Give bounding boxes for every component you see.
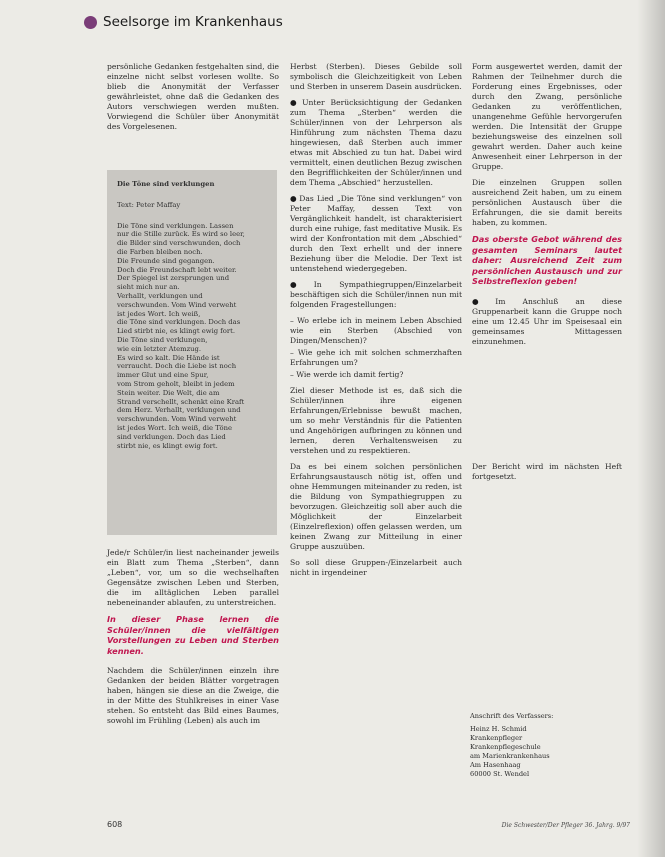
column-2 <box>290 62 462 584</box>
highlight-text: Das oberste Gebot während des gesamten Seminars lautet daher: Ausreichend Zeit zum persönlichen Austausch und zur Selbstreflexion geben! <box>472 234 622 286</box>
paragraph: Jede/r Schüler/in liest nacheinander jeweils ein Blatt zum Thema „Sterben“, dann „Leben“, vor, um so die wechselhaften Gegensätze zwischen Leben und Sterben, die im alltäglichen Leben parallel nebeneinander ablaufen, zu unterstreichen. <box>107 548 279 607</box>
lyrics-line: wie ein letzter Atemzug. <box>117 344 202 353</box>
lyrics-line: Lied stirbt nie, es klingt ewig fort. <box>117 327 236 336</box>
lyrics-line: sind verklungen. Doch das Lied <box>117 432 226 441</box>
address-line: Krankenpflegeschule <box>470 743 541 751</box>
bullet-paragraph <box>290 280 462 310</box>
lyrics-line: stirbt nie, es klingt ewig fort. <box>117 441 218 450</box>
lyrics-line: verschwunden. Vom Wind verweht <box>117 300 237 309</box>
bullet-paragraph <box>290 98 462 188</box>
address-line: Am Hasenhaag <box>470 761 521 769</box>
bullet-paragraph <box>290 194 462 274</box>
address-line: Krankenpfleger <box>470 734 523 742</box>
column-1-top <box>107 62 279 138</box>
paragraph: Form ausgewertet werden, damit der Rahmen der Teilnehmer durch die Forderung eines Ergebnisses, oder durch den Zwang, persönliche Gedanken zu veröffentlichen, unangenehme Gefühle hervorgerufen werden. Die Intensität der Gruppe beziehungsweise des einzelnen soll gewahrt werden. Daher auch keine Anwesenheit einer Lehrperson in der Gruppe. <box>472 62 622 171</box>
address-heading: Anschrift des Verfassers: <box>470 712 554 720</box>
bullet-icon: ● <box>290 98 301 107</box>
lyrics-box <box>107 170 277 535</box>
lyrics-line: nur die Stille zurück. Es wird so leer, <box>117 230 245 239</box>
address-line: am Marienkrankenhaus <box>470 752 550 760</box>
address-line: Heinz H. Schmid <box>470 725 527 733</box>
bullet-icon: ● <box>472 296 494 306</box>
question-item: – Wie werde ich damit fertig? <box>290 370 404 379</box>
lyrics-line: dem Herz. Verhallt, verklungen und <box>117 406 241 415</box>
lyrics-author: Text: Peter Maffay <box>117 200 181 209</box>
lyrics-line: ist jedes Wort. Ich weiß, die Töne <box>117 423 232 432</box>
lyrics-line: Die Töne sind verklungen, <box>117 335 208 344</box>
section-header <box>84 14 283 30</box>
address-line: 60000 St. Wendel <box>470 770 530 778</box>
lyrics-line: die Bilder sind verschwunden, doch <box>117 239 241 248</box>
bullet-text: In Sympathiegruppen/Einzelarbeit beschäftigen sich die Schüler/innen nun mit folgenden Fragestellungen: <box>290 280 462 309</box>
section-title: Seelsorge im Krankenhaus <box>103 14 283 30</box>
lyrics-title: Die Töne sind verklungen <box>117 180 215 188</box>
paragraph: So soll diese Gruppen-/Einzelarbeit auch nicht in irgendeiner <box>290 558 462 577</box>
lyrics-line: immer Glut und eine Spur, <box>117 371 209 380</box>
bullet-text: Das Lied „Die Töne sind verklungen“ von Peter Maffay, dessen Text von Vergänglichkeit handelt, ist charakterisiert durch eine ruhige, fast meditative Musik. Es wird der Konfrontation mit dem „Abschied“ durch den Text erhellt und der innere Beziehung über die Melodie. Der Text ist untenstehend wiedergegeben. <box>290 194 462 273</box>
paragraph: Nachdem die Schüler/innen einzeln ihre Gedanken der beiden Blätter vorgetragen haben, hängen sie diese an die Zweige, die in der Mitte des Stuhlkreises in einer Vase stehen. So entsteht das Bild eines Baumes, sowohl im Frühling (Leben) als auch im <box>107 666 279 725</box>
bullet-icon: ● <box>290 194 298 203</box>
highlight-text: In dieser Phase lernen die Schüler/innen die vielfältigen Vorstellungen zu Leben und Sterben kennen. <box>107 614 279 656</box>
lyrics-line: Es wird so kalt. Die Hände ist <box>117 353 220 362</box>
lyrics-line: verschwunden. Vom Wind verweht <box>117 415 237 424</box>
paragraph: persönliche Gedanken festgehalten sind, die einzelne nicht selbst vorlesen wollte. So blieb die Anonymität der Verfasser gewährleistet, ohne daß die Gedanken des Autors verschwiegen werden mußten. Vorwiegend die Schüler über Anonymität des Vorgelesenen. <box>107 62 279 131</box>
column-3 <box>472 62 622 353</box>
lyrics-line: Der Spiegel ist zersprungen und <box>117 274 230 283</box>
lyrics-line: die Töne sind verklungen. Doch das <box>117 318 241 327</box>
bullet-paragraph <box>472 297 622 347</box>
paragraph: Da es bei einem solchen persönlichen Erfahrungsaustausch nötig ist, offen und ohne Hemmungen miteinander zu reden, ist die Bildung von Sympathiegruppen zu bevorzugen. Gleichzeitig soll aber auch die Möglichkeit der Einzelarbeit (Einzelreflexion) offen gelassen werden, um keinen Zwang zur Mitteilung in einer Gruppe auszuüben. <box>290 462 462 551</box>
lyrics-line: Verhallt, verklungen und <box>117 291 203 300</box>
bullet-text: Unter Berücksichtigung der Gedanken zum Thema „Sterben“ werden die Schüler/innen von der Lehrperson als Hinführung zum nächsten Thema dazu hingewiesen, daß Sterben auch immer etwas mit Abschied zu tun hat. Dabei wird vermittelt, einen deutlichen Bezug zwischen den Begrifflichkeiten der Schüler/innen und dem Thema „Abschied“ herzustellen. <box>290 98 462 187</box>
lyrics-line: Doch die Freundschaft lebt weiter. <box>117 265 237 274</box>
lyrics-line: Die Freunde sind gegangen. <box>117 256 215 265</box>
lyrics-line: Die Töne sind verklungen. Lassen <box>117 221 234 230</box>
lyrics-line: ist jedes Wort. Ich weiß, <box>117 309 201 318</box>
lyrics-line: Strand verschellt, schenkt eine Kraft <box>117 397 245 406</box>
bullet-icon: ● <box>290 280 312 289</box>
paragraph: Der Bericht wird im nächsten Heft fortgesetzt. <box>472 462 622 481</box>
footer-source: Die Schwester/Der Pfleger 36. Jahrg. 9/97 <box>501 822 630 829</box>
page-edge-shadow <box>637 0 665 857</box>
paragraph: Ziel dieser Methode ist es, daß sich die Schüler/innen ihre eigenen Erfahrungen/Erlebnisse bewußt machen, um so mehr Verständnis für die Patienten und Angehörigen aufbringen zu können und lernen, deren Verhaltensweisen zu verstehen und zu respektieren. <box>290 386 462 455</box>
section-bullet-icon <box>84 16 97 29</box>
lyrics-lines <box>117 222 267 451</box>
lyrics-line: die Farben bleiben noch. <box>117 247 203 256</box>
author-address <box>470 712 590 779</box>
lyrics-line: vom Strom geholt, bleibt in jedem <box>117 379 235 388</box>
lyrics-line: Stein weiter. Die Welt, die am <box>117 388 220 397</box>
paragraph: Die einzelnen Gruppen sollen ausreichend Zeit haben, um zu einem persönlichen Austausch über die Erfahrungen, die sie damit bereits haben, zu kommen. <box>472 178 622 227</box>
lyrics-line: verraucht. Doch die Liebe ist noch <box>117 362 237 371</box>
question-item: – Wo erlebe ich in meinem Leben Abschied wie ein Sterben (Abschied von Dingen/Menschen)? <box>290 316 462 345</box>
page-number: 608 <box>107 820 123 829</box>
question-item: – Wie gehe ich mit solchen schmerzhaften Erfahrungen um? <box>290 348 462 367</box>
bullet-text: Im Anschluß an diese Gruppenarbeit kann die Gruppe noch eine um 12.45 Uhr im Speisesaal ein gemeinsames Mittagessen einzunehmen. <box>472 296 622 346</box>
paragraph: Herbst (Sterben). Dieses Gebilde soll symbolisch die Gleichzeitigkeit von Leben und Sterben in unserem Dasein ausdrücken. <box>290 62 462 91</box>
continuation-note <box>472 462 622 488</box>
column-1-bottom <box>107 548 279 732</box>
question-list <box>290 316 462 380</box>
lyrics-line: sieht mich nur an. <box>117 283 180 292</box>
